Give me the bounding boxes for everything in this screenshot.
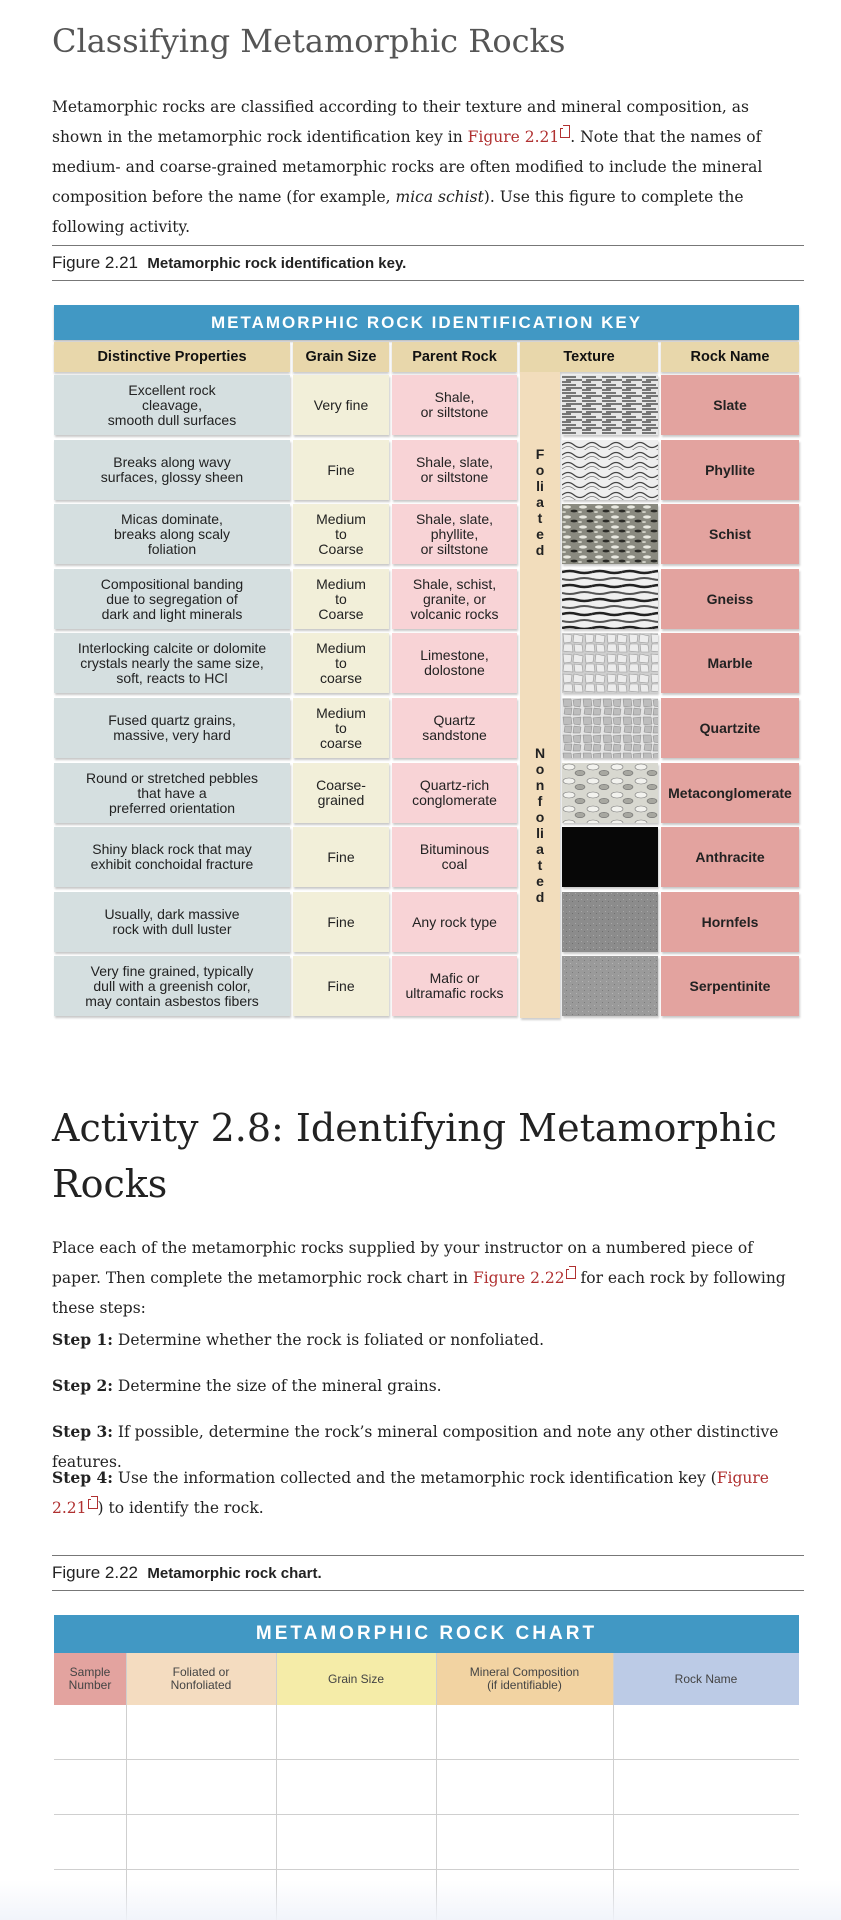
identification-key (54, 305, 801, 1018)
grain-size-cell (293, 569, 389, 629)
activity-intro-text-2: for each rock by following these steps: (52, 1269, 786, 1317)
texture-swatch (562, 698, 658, 758)
rock-name-cell-text: Anthracite (695, 848, 765, 865)
chart-header-label: Foliated or Nonfoliated (170, 1665, 232, 1692)
properties-cell-text: Excellent rock cleavage, smooth dull surfaces (107, 381, 237, 428)
step-text: If possible, determine the rock’s mineral composition and note any other distinctive features. (52, 1423, 779, 1471)
chart-header (54, 1653, 126, 1705)
grain-size-cell-text: Medium to coarse (316, 704, 366, 751)
bottom-fade (0, 1880, 841, 1920)
vertical-label-text: Nonfoliated (535, 745, 546, 905)
parent-rock-cell (392, 956, 517, 1016)
chart-header-label: Mineral Composition (if identifiable) (469, 1665, 580, 1692)
header-rock-name: Rock Name (661, 342, 799, 372)
grain-size-cell (293, 956, 389, 1016)
intro-paragraph (52, 92, 804, 242)
properties-cell (54, 698, 290, 758)
rock-name-cell-text: Schist (708, 525, 751, 542)
activity-title: Activity 2.8: Identifying Metamorphic Rocks (52, 1106, 777, 1206)
chart-row[interactable] (54, 1815, 799, 1870)
properties-cell (54, 569, 290, 629)
parent-rock-cell-text: Mafic or ultramafic rocks (405, 970, 504, 1001)
rock-name-cell (661, 375, 799, 435)
chart-header (613, 1653, 799, 1705)
grain-size-cell (293, 633, 389, 693)
grain-size-cell (293, 375, 389, 435)
intro-text-2: . Note that the names of medium- and coarse-grained metamorphic rocks are often modified to include the mineral composition before the name (for example, (52, 128, 763, 206)
step-label: Step 4: (52, 1468, 113, 1487)
properties-cell-text: Very fine grained, typically dull with a greenish color, may contain asbestos fibers (85, 962, 259, 1009)
parent-rock-cell (392, 892, 517, 952)
step-label: Step 1: (52, 1330, 113, 1349)
rock-name-cell-text: Hornfels (701, 913, 759, 930)
figure-title: Metamorphic rock identification key. (147, 255, 407, 272)
grain-size-cell-text: Fine (327, 913, 355, 930)
rock-name-cell (661, 956, 799, 1016)
grain-size-cell-text: Fine (327, 977, 355, 994)
parent-rock-cell (392, 827, 517, 887)
properties-cell (54, 763, 290, 823)
step-text: Determine whether the rock is foliated or nonfoliated. (112, 1331, 544, 1349)
rock-name-cell-text: Phyllite (705, 461, 755, 478)
grain-size-cell (293, 892, 389, 952)
step-text: Use the information collected and the metamorphic rock identification key ( (112, 1469, 717, 1487)
metamorphic-rock-chart (54, 1615, 799, 1920)
parent-rock-cell (392, 504, 517, 564)
step-label: Step 3: (52, 1422, 113, 1441)
intro-text-1: Metamorphic rocks are classified according to their texture and mineral composition, as shown in the metamorphic rock identification key in (52, 98, 749, 146)
properties-cell-text: Round or stretched pebbles that have a preferred orientation (86, 769, 258, 816)
chart-header-label: Rock Name (674, 1671, 738, 1686)
grain-size-cell-text: Coarse- grained (316, 777, 366, 808)
step-text: Determine the size of the mineral grains. (112, 1377, 442, 1395)
texture-swatch (562, 440, 658, 500)
properties-cell (54, 375, 290, 435)
properties-cell-text: Shiny black rock that may exhibit conchoidal fracture (90, 841, 254, 872)
parent-rock-cell (392, 633, 517, 693)
texture-swatch (562, 956, 658, 1016)
properties-cell-text: Micas dominate, breaks along scaly foliation (114, 510, 230, 557)
texture-swatch (562, 633, 658, 693)
step-1 (52, 1325, 804, 1355)
nonfoliated-band (520, 632, 560, 1018)
texture-swatch (562, 892, 658, 952)
parent-rock-cell-text: Shale, or siltstone (420, 389, 489, 420)
chart-header (436, 1653, 613, 1705)
rock-name-cell-text: Metaconglomerate (668, 784, 792, 801)
chart-row[interactable] (54, 1705, 799, 1760)
properties-cell-text: Interlocking calcite or dolomite crystals nearly the same size, soft, reacts to HCl (77, 639, 267, 686)
chart-header-label: Grain Size (327, 1671, 385, 1686)
grain-size-cell-text: Medium to Coarse (316, 510, 366, 557)
parent-rock-cell (392, 698, 517, 758)
texture-swatch (562, 763, 658, 823)
step-4 (52, 1463, 804, 1523)
grain-size-cell-text: Medium to Coarse (316, 575, 366, 622)
parent-rock-cell-text: Any rock type (412, 913, 497, 930)
rock-name-cell-text: Marble (707, 654, 753, 671)
external-link-icon[interactable] (560, 128, 570, 138)
header-distinctive-properties: Distinctive Properties (54, 342, 290, 372)
texture-swatch (562, 375, 658, 435)
intro-example: mica schist (395, 188, 484, 206)
figure-2-21-link[interactable]: Figure 2.21 (52, 1469, 769, 1517)
grain-size-cell (293, 763, 389, 823)
parent-rock-cell-text: Quartz sandstone (422, 712, 487, 743)
rock-name-cell-text: Quartzite (699, 719, 761, 736)
rock-name-cell (661, 569, 799, 629)
grain-size-cell (293, 827, 389, 887)
properties-cell (54, 827, 290, 887)
grain-size-cell-text: Fine (327, 848, 355, 865)
step-text-after: ) to identify the rock. (97, 1499, 264, 1517)
step-label: Step 2: (52, 1376, 113, 1395)
grain-size-cell (293, 440, 389, 500)
figure-title: Metamorphic rock chart. (147, 1565, 322, 1582)
vertical-label-text: Foliated (535, 446, 545, 558)
figure-2-21-link[interactable]: Figure 2.21 (467, 128, 560, 146)
parent-rock-cell-text: Bituminous coal (419, 841, 490, 872)
chart-header-label: Sample Number (68, 1665, 112, 1692)
chart-row[interactable] (54, 1760, 799, 1815)
parent-rock-cell (392, 763, 517, 823)
rock-name-cell (661, 827, 799, 887)
figure-2-22-link[interactable]: Figure 2.22 (472, 1269, 565, 1287)
parent-rock-cell (392, 569, 517, 629)
rock-name-cell-text: Gneiss (706, 590, 754, 607)
foliated-band (520, 372, 560, 632)
rock-name-cell-text: Serpentinite (689, 977, 771, 994)
parent-rock-cell (392, 440, 517, 500)
properties-cell-text: Fused quartz grains, massive, very hard (108, 712, 236, 743)
figure-number: Figure 2.22 (52, 1563, 138, 1582)
grain-size-cell-text: Medium to coarse (316, 639, 366, 686)
rock-name-cell (661, 633, 799, 693)
parent-rock-cell-text: Limestone, dolostone (420, 647, 489, 678)
chart-title: METAMORPHIC ROCK CHART (54, 1615, 799, 1653)
chart-header (126, 1653, 276, 1705)
figure-2-22-caption (52, 1555, 804, 1591)
properties-cell (54, 956, 290, 1016)
intro-text-3: ). Use this figure to complete the following activity. (52, 188, 744, 236)
rock-name-cell (661, 698, 799, 758)
header-texture: Texture (520, 342, 658, 372)
texture-swatch (562, 504, 658, 564)
step-2 (52, 1371, 804, 1401)
grain-size-cell (293, 504, 389, 564)
external-link-icon[interactable] (88, 1499, 98, 1509)
activity-intro-text-1: Place each of the metamorphic rocks supplied by your instructor on a numbered piece of paper. Then complete the metamorphic rock chart in (52, 1239, 753, 1287)
properties-cell (54, 892, 290, 952)
texture-swatch (562, 569, 658, 629)
page-title: Classifying Metamorphic Rocks (52, 22, 566, 60)
key-title: METAMORPHIC ROCK IDENTIFICATION KEY (54, 305, 799, 340)
properties-cell-text: Compositional banding due to segregation of dark and light minerals (100, 575, 244, 622)
properties-cell (54, 440, 290, 500)
rock-name-cell (661, 892, 799, 952)
properties-cell (54, 504, 290, 564)
parent-rock-cell (392, 375, 517, 435)
header-grain-size: Grain Size (293, 342, 389, 372)
rock-name-cell (661, 763, 799, 823)
header-parent-rock: Parent Rock (392, 342, 517, 372)
grain-size-cell-text: Fine (327, 461, 355, 478)
chart-header (276, 1653, 436, 1705)
texture-swatch (562, 827, 658, 887)
foliated-label (534, 446, 546, 558)
parent-rock-cell-text: Shale, schist, granite, or volcanic rocks (410, 575, 499, 622)
figure-2-21-caption (52, 245, 804, 281)
external-link-icon[interactable] (566, 1269, 576, 1279)
properties-cell-text: Breaks along wavy surfaces, glossy sheen (100, 454, 244, 485)
parent-rock-cell-text: Quartz-rich conglomerate (412, 777, 497, 808)
grain-size-cell (293, 698, 389, 758)
nonfoliated-label (534, 745, 546, 905)
parent-rock-cell-text: Shale, slate, phyllite, or siltstone (415, 510, 494, 557)
activity-intro (52, 1233, 804, 1323)
parent-rock-cell-text: Shale, slate, or siltstone (415, 454, 494, 485)
rock-name-cell (661, 504, 799, 564)
rock-name-cell-text: Slate (713, 396, 747, 413)
properties-cell-text: Usually, dark massive rock with dull luster (104, 906, 240, 937)
grain-size-cell-text: Very fine (313, 396, 369, 413)
figure-number: Figure 2.21 (52, 253, 138, 272)
rock-name-cell (661, 440, 799, 500)
properties-cell (54, 633, 290, 693)
